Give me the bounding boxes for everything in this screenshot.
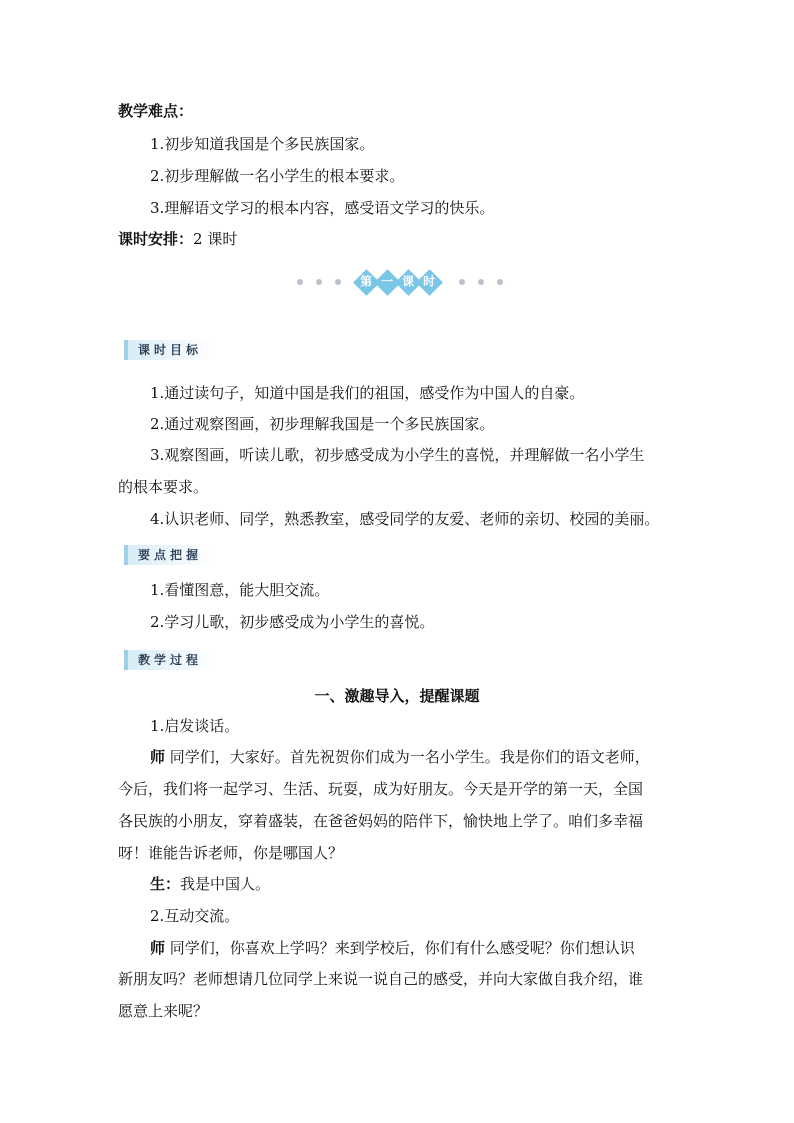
schedule-line bbox=[118, 229, 237, 249]
teacher-line: 新朋友吗？老师想请几位同学上来说一说自己的感受，并向大家做自我介绍，谁 bbox=[118, 970, 644, 988]
teacher-line bbox=[150, 938, 635, 958]
process-step: 1.启发谈话。 bbox=[150, 717, 240, 735]
difficulty-title: 教学难点： bbox=[118, 102, 194, 120]
difficulty-item: 2.初步理解做一名小学生的根本要求。 bbox=[150, 167, 405, 185]
dots-left bbox=[297, 279, 354, 285]
teacher-line bbox=[150, 747, 650, 767]
goal-item-continuation: 的根本要求。 bbox=[118, 478, 209, 496]
difficulty-item: 3.理解语文学习的根本内容，感受语文学习的快乐。 bbox=[150, 199, 495, 217]
difficulty-item: 1.初步知道我国是个多民族国家。 bbox=[150, 135, 375, 153]
badge-char: 课 bbox=[395, 269, 422, 296]
teacher-line: 呀！谁能告诉老师，你是哪国人？ bbox=[118, 844, 344, 862]
lesson-badge bbox=[357, 273, 439, 292]
process-heading: 一、激趣导入，提醒课题 bbox=[314, 687, 480, 705]
teacher-line: 愿意上来呢？ bbox=[118, 1002, 209, 1020]
teacher-line: 各民族的小朋友，穿着盛装，在爸爸妈妈的陪伴下，愉快地上学了。咱们多幸福 bbox=[118, 812, 644, 830]
key-point-item: 2.学习儿歌，初步感受成为小学生的喜悦。 bbox=[150, 613, 435, 631]
schedule-value: 2 课时 bbox=[193, 230, 238, 248]
teacher-text: 同学们，你喜欢上学吗？来到学校后，你们有什么感受呢？你们想认识 bbox=[165, 939, 635, 957]
section-tag-key-points: 要点把握 bbox=[124, 545, 212, 565]
teacher-label: 师 bbox=[150, 748, 166, 766]
schedule-label: 课时安排： bbox=[118, 230, 194, 248]
student-line bbox=[150, 874, 270, 894]
teacher-text: 同学们，大家好。首先祝贺你们成为一名小学生。我是你们的语文老师， bbox=[165, 748, 650, 766]
dots-right bbox=[459, 279, 516, 285]
key-point-item: 1.看懂图意，能大胆交流。 bbox=[150, 581, 330, 599]
goal-item: 1.通过读句子，知道中国是我们的祖国，感受作为中国人的自豪。 bbox=[150, 384, 585, 402]
process-step: 2.互动交流。 bbox=[150, 907, 240, 925]
goal-item: 3.观察图画，听读儿歌，初步感受成为小学生的喜悦，并理解做一名小学生 bbox=[150, 446, 645, 464]
section-tag-process: 教学过程 bbox=[124, 650, 212, 670]
student-text: 我是中国人。 bbox=[180, 875, 271, 893]
goal-item: 4.认识老师、同学，熟悉教室，感受同学的友爱、老师的亲切、校园的美丽。 bbox=[150, 510, 660, 528]
section-tag-goals: 课时目标 bbox=[124, 340, 212, 360]
teacher-line: 今后，我们将一起学习、生活、玩耍，成为好朋友。今天是开学的第一天，全国 bbox=[118, 780, 644, 798]
badge-char: 第 bbox=[353, 269, 380, 296]
student-label: 生： bbox=[150, 875, 181, 893]
badge-char: 一 bbox=[374, 269, 401, 296]
badge-char: 时 bbox=[416, 269, 443, 296]
teacher-label: 师 bbox=[150, 939, 166, 957]
goal-item: 2.通过观察图画，初步理解我国是一个多民族国家。 bbox=[150, 415, 495, 433]
